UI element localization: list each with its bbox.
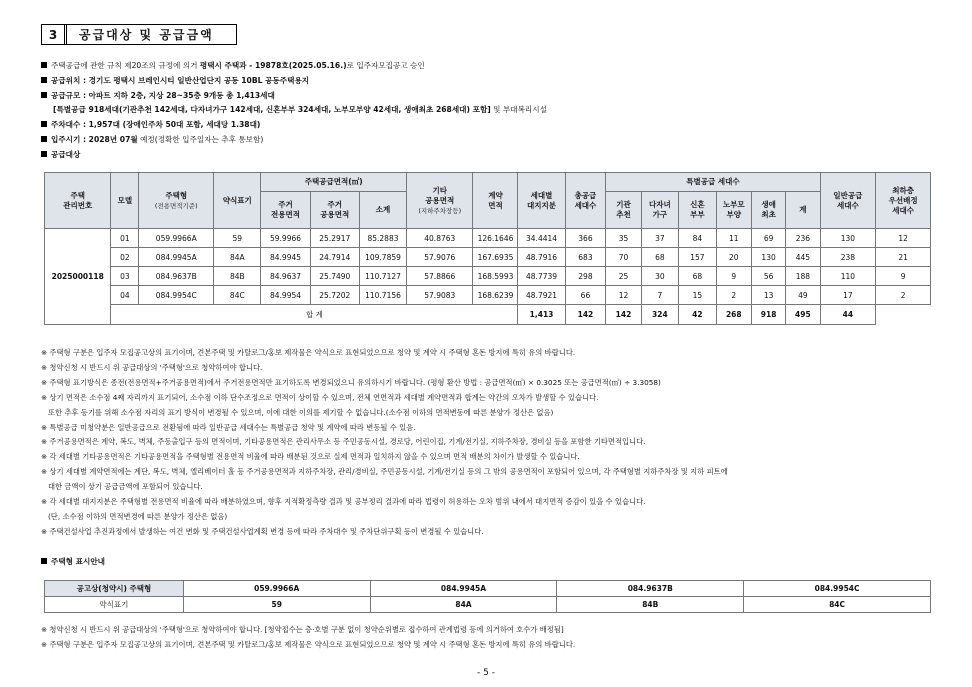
bullet-list bbox=[41, 59, 941, 163]
table-cell: 34.4414 bbox=[518, 229, 565, 248]
note-item: 또한 추후 등기를 위해 소수점 자리의 표기 방식이 변경될 수 있으며, 이에 대한 이의를 제기할 수 없습니다.(소수점 이하의 면적변동에 따른 분양가 정산은 없음) bbox=[41, 407, 554, 417]
note2-item: ※ 주택형 구분은 입주자 모집공고상의 표기이며, 견본주택 및 카탈로그/홍보 제작물은 약식으로 표현되었으므로 청약 및 계약 시 주택형 혼돈 방지에 특히 유의 바랍니다. bbox=[41, 640, 576, 649]
table-cell: 130 bbox=[751, 248, 785, 267]
header-special-sum: 계 bbox=[786, 192, 820, 229]
table-cell: 40.8763 bbox=[407, 229, 473, 248]
table-cell: 445 bbox=[786, 248, 820, 267]
header-land-share: 세대별 대지지분 bbox=[518, 173, 565, 229]
total-cell: 142 bbox=[565, 305, 606, 325]
total-cell: 495 bbox=[786, 305, 820, 325]
table-cell: 84A bbox=[214, 248, 261, 267]
table-cell: 109.7859 bbox=[359, 248, 406, 267]
total-cell: 44 bbox=[820, 305, 876, 325]
table-cell: 84B bbox=[214, 267, 261, 286]
table-cell: 126.1646 bbox=[473, 229, 518, 248]
header-first-life: 생애 최초 bbox=[751, 192, 785, 229]
table-cell: 24.7914 bbox=[310, 248, 359, 267]
header-short-label: 약식표기 bbox=[214, 173, 261, 229]
table-cell: 110 bbox=[820, 267, 876, 286]
section-header bbox=[41, 24, 237, 45]
table-cell: 37 bbox=[641, 229, 678, 248]
note-item: ※ 각 세대별 대지지분은 주택형별 전용면적 비율에 따라 배분하였으며, 향후 지적확정측량 결과 및 공부정리 결과에 따라 법령이 허용하는 오차 범위 내에서 대지면적 증감이 있을 수 있습니다. bbox=[41, 497, 646, 507]
housing-display-table bbox=[44, 580, 931, 613]
table-row bbox=[45, 248, 931, 267]
header-elderly-parent: 노부모 부양 bbox=[716, 192, 751, 229]
table-cell: 168.5993 bbox=[473, 267, 518, 286]
bullet-square-icon bbox=[41, 92, 47, 98]
table-cell: 59.9966 bbox=[261, 229, 310, 248]
table-cell: 15 bbox=[679, 286, 716, 305]
table-cell: 059.9966A bbox=[139, 229, 214, 248]
header-special-supply: 특별공급 세대수 bbox=[606, 173, 820, 192]
display-type-4: 084.9954C bbox=[744, 581, 931, 597]
bullet-text: 주택공급에 관한 규칙 제20조의 규정에 의거 bbox=[51, 61, 200, 70]
header-total-units: 총공급 세대수 bbox=[565, 173, 606, 229]
table-cell: 85.2883 bbox=[359, 229, 406, 248]
management-number: 2025000118 bbox=[45, 229, 111, 325]
display-short-3: 84B bbox=[557, 597, 744, 613]
table-cell: 56 bbox=[751, 267, 785, 286]
table-cell: 2 bbox=[876, 286, 931, 305]
table-cell: 25 bbox=[606, 267, 641, 286]
bullet-text: 공급규모 : 아파트 지하 2층, 지상 28~35층 9개동 총 1,413세대 bbox=[51, 90, 275, 100]
table-cell: 25.2917 bbox=[310, 229, 359, 248]
bullet-item bbox=[41, 118, 941, 133]
table-cell: 25.7490 bbox=[310, 267, 359, 286]
housing-display-title: 주택형 표시안내 bbox=[41, 556, 105, 567]
bullet-text: 로 입주자모집공고 승인 bbox=[346, 61, 425, 70]
note-item: ※ 주택건설사업 추진과정에서 발생하는 여건 변화 및 주택건설사업계획 변경 등에 따라 주차대수 및 주차단위구획 등이 변경될 수 있습니다. bbox=[41, 526, 484, 536]
bullet-item bbox=[41, 74, 941, 89]
table-cell: 110.7127 bbox=[359, 267, 406, 286]
header-exclusive-area: 주거 전용면적 bbox=[261, 192, 310, 229]
note-item: ※ 주택형 구분은 입주자 모집공고상의 표기이며, 견본주택 및 카탈로그/홍보 제작물은 약식으로 표현되었으므로 청약 및 계약 시 주택형 혼돈 방지에 특히 유의 바랍니다. bbox=[41, 348, 576, 357]
notes-list bbox=[41, 346, 951, 540]
table-cell: 9 bbox=[876, 267, 931, 286]
total-cell: 324 bbox=[641, 305, 678, 325]
bullet-text: 평택시 주택과 - 19878호(2025.05.16.) bbox=[199, 61, 347, 70]
table-cell: 110.7156 bbox=[359, 286, 406, 305]
note-item: ※ 상기 세대별 계약면적에는 계단, 복도, 벽체, 엘리베이터 홀 등 주거공용면적과 지하주차장, 관리/경비실, 주민공동시설, 기계/전기실 등의 그 밖의 공용면적이 포함되어 있으며, 각 주택형별 지하주차장 및 지하 피트에 bbox=[41, 467, 728, 477]
display-type-3: 084.9637B bbox=[557, 581, 744, 597]
table-row bbox=[45, 229, 931, 248]
table-cell: 2 bbox=[716, 286, 751, 305]
table-cell: 084.9637B bbox=[139, 267, 214, 286]
bullet-item bbox=[41, 148, 941, 163]
header-model: 모델 bbox=[111, 173, 139, 229]
note-item: (단, 소수점 이하의 면적변경에 따른 분양가 정산은 없음) bbox=[41, 511, 228, 521]
table-cell: 30 bbox=[641, 267, 678, 286]
bullet-item bbox=[41, 103, 941, 118]
note-item: ※ 청약신청 시 반드시 위 공급대상의 '주택형'으로 청약하여야 합니다. bbox=[41, 362, 263, 372]
table-cell: 57.9083 bbox=[407, 286, 473, 305]
table-cell: 9 bbox=[716, 267, 751, 286]
total-cell: 142 bbox=[606, 305, 641, 325]
table-cell: 130 bbox=[820, 229, 876, 248]
total-cell: 268 bbox=[716, 305, 751, 325]
header-contract-area: 계약 면적 bbox=[473, 173, 518, 229]
header-other-common: 기타 공용면적 (지하주차장등) bbox=[407, 173, 473, 229]
table-cell: 04 bbox=[111, 286, 139, 305]
bullet-text: 및 부대복리시설 bbox=[490, 105, 547, 115]
section-number: 3 bbox=[42, 25, 67, 44]
note-item: 대한 금액이 상기 공급금액에 포함되어 있습니다. bbox=[41, 482, 203, 492]
table-cell: 13 bbox=[751, 286, 785, 305]
bullet-text: 입주시기 : 2028년 07월 bbox=[51, 134, 138, 144]
table-cell: 683 bbox=[565, 248, 606, 267]
table-cell: 167.6935 bbox=[473, 248, 518, 267]
bullet-square-icon bbox=[41, 151, 47, 157]
total-cell: 918 bbox=[751, 305, 785, 325]
table-cell: 12 bbox=[606, 286, 641, 305]
total-cell: 1,413 bbox=[518, 305, 565, 325]
display-row1-label: 공고상(청약시) 주택형 bbox=[45, 581, 184, 597]
table-cell: 48.7916 bbox=[518, 248, 565, 267]
table-cell: 084.9945A bbox=[139, 248, 214, 267]
table-cell: 11 bbox=[716, 229, 751, 248]
table-cell: 70 bbox=[606, 248, 641, 267]
section-title: 공급대상 및 공급금액 bbox=[79, 28, 214, 42]
bullet-square-icon bbox=[41, 77, 47, 83]
table-cell: 49 bbox=[786, 286, 820, 305]
table-cell: 84.9637 bbox=[261, 267, 310, 286]
table-cell: 57.8866 bbox=[407, 267, 473, 286]
table-cell: 01 bbox=[111, 229, 139, 248]
table-cell: 12 bbox=[876, 229, 931, 248]
table-cell: 25.7202 bbox=[310, 286, 359, 305]
header-common-area: 주거 공용면적 bbox=[310, 192, 359, 229]
table-cell: 66 bbox=[565, 286, 606, 305]
table-cell: 48.7921 bbox=[518, 286, 565, 305]
table-cell: 298 bbox=[565, 267, 606, 286]
bullet-square-icon bbox=[41, 62, 47, 68]
bullet-square-icon bbox=[41, 136, 47, 142]
display-type-2: 084.9945A bbox=[370, 581, 557, 597]
header-supply-area: 주택공급면적(㎡) bbox=[261, 173, 407, 192]
table-cell: 03 bbox=[111, 267, 139, 286]
table-cell: 236 bbox=[786, 229, 820, 248]
table-cell: 69 bbox=[751, 229, 785, 248]
table-cell: 68 bbox=[641, 248, 678, 267]
header-management-no: 주택 관리번호 bbox=[45, 173, 111, 229]
table-row bbox=[45, 286, 931, 305]
note-item: ※ 주택형 표기방식은 종전(전용면적+주거공용면적)에서 주거전용면적만 표기하도록 변경되었으니 유의하시기 바랍니다. (평형 환산 방법 : 공급면적(㎡) × 0.3025 또는 공급면적(㎡) ÷ 3.3058) bbox=[41, 377, 661, 387]
table-cell: 35 bbox=[606, 229, 641, 248]
bullet-item bbox=[41, 133, 941, 148]
notes2-list bbox=[41, 622, 575, 652]
header-subtotal: 소계 bbox=[359, 192, 406, 229]
table-cell: 7 bbox=[641, 286, 678, 305]
note-item: ※ 상기 면적은 소수점 4째 자리까지 표기되어, 소수점 이하 단수조정으로 면적이 상이할 수 있으며, 전체 연면적과 세대별 계약면적과 합계는 약간의 오차가 발생할 수 있습니다. bbox=[41, 392, 599, 402]
bullet-item bbox=[41, 89, 941, 104]
table-cell: 84 bbox=[679, 229, 716, 248]
table-cell: 84C bbox=[214, 286, 261, 305]
header-housing-type: 주택형 (전용면적기준) bbox=[139, 173, 214, 229]
page-number: - 5 - bbox=[477, 668, 495, 678]
bullet-item bbox=[41, 59, 941, 74]
bullet-text: 공급위치 : 경기도 평택시 브레인시티 일반산업단지 공동 10BL 공동주택용지 bbox=[51, 75, 310, 85]
total-cell: 42 bbox=[679, 305, 716, 325]
table-cell: 188 bbox=[786, 267, 820, 286]
display-short-1: 59 bbox=[183, 597, 370, 613]
table-cell: 84.9954 bbox=[261, 286, 310, 305]
table-cell: 238 bbox=[820, 248, 876, 267]
table-cell: 48.7739 bbox=[518, 267, 565, 286]
note-item: ※ 각 세대별 기타공용면적은 기타공용면적을 주택형별 전용면적 비율에 따라 배분된 것으로 실제 면적과 일치하지 않을 수 있으며 면적 배분의 차이가 발생할 수 있습니다. bbox=[41, 452, 580, 462]
header-institution: 기관 추천 bbox=[606, 192, 641, 229]
bullet-text: 공급대상 bbox=[51, 149, 81, 159]
table-cell: 02 bbox=[111, 248, 139, 267]
table-cell: 084.9954C bbox=[139, 286, 214, 305]
bullet-text: [특별공급 918세대(기관추천 142세대, 다자녀가구 142세대, 신혼부부 324세대, 노부모부양 42세대, 생애최초 268세대) 포함] bbox=[53, 105, 491, 115]
supply-table bbox=[44, 172, 931, 325]
table-cell: 157 bbox=[679, 248, 716, 267]
table-cell: 21 bbox=[876, 248, 931, 267]
display-short-2: 84A bbox=[370, 597, 557, 613]
display-type-1: 059.9966A bbox=[183, 581, 370, 597]
header-lowest-floor: 최하층 우선배정 세대수 bbox=[876, 173, 931, 229]
table-cell: 59 bbox=[214, 229, 261, 248]
bullet-square-icon bbox=[41, 121, 47, 127]
table-cell: 17 bbox=[820, 286, 876, 305]
table-cell: 84.9945 bbox=[261, 248, 310, 267]
table-cell: 366 bbox=[565, 229, 606, 248]
bullet-text: 주차대수 : 1,957대 (장애인주차 50대 포함, 세대당 1.38대) bbox=[51, 120, 261, 130]
header-multi-child: 다자녀 가구 bbox=[641, 192, 678, 229]
display-short-4: 84C bbox=[744, 597, 931, 613]
header-newlywed: 신혼 부부 bbox=[679, 192, 716, 229]
note-item: ※ 특별공급 미청약분은 일반공급으로 전환됨에 따라 일반공급 세대수는 특별공급 청약 및 계약에 따라 변동될 수 있음. bbox=[41, 422, 416, 432]
table-cell: 68 bbox=[679, 267, 716, 286]
table-cell: 20 bbox=[716, 248, 751, 267]
bullet-text: 예정(정확한 입주일자는 추후 통보함) bbox=[137, 134, 264, 144]
note2-item: ※ 청약신청 시 반드시 위 공급대상의 '주택형'으로 청약하여야 합니다. [청약접수는 층·호별 구분 없이 청약순위별로 접수하여 관계법령 등에 의거하여 호수가 배정됨] bbox=[41, 625, 564, 634]
header-general-supply: 일반공급 세대수 bbox=[820, 173, 876, 229]
total-row bbox=[45, 305, 931, 325]
display-row2-label: 약식표기 bbox=[45, 597, 184, 613]
note-item: ※ 주거공용면적은 계약, 복도, 벽체, 주동출입구 등의 면적이며, 기타공용면적은 관리사무소 등 주민공동시설, 경로당, 어린이집, 기계/전기실, 지하주차장, 경비실 등을 포함한 기타면적입니다. bbox=[41, 437, 646, 447]
total-label: 합 계 bbox=[111, 305, 518, 325]
table-row bbox=[45, 267, 931, 286]
table-cell: 57.9076 bbox=[407, 248, 473, 267]
table-cell: 168.6239 bbox=[473, 286, 518, 305]
